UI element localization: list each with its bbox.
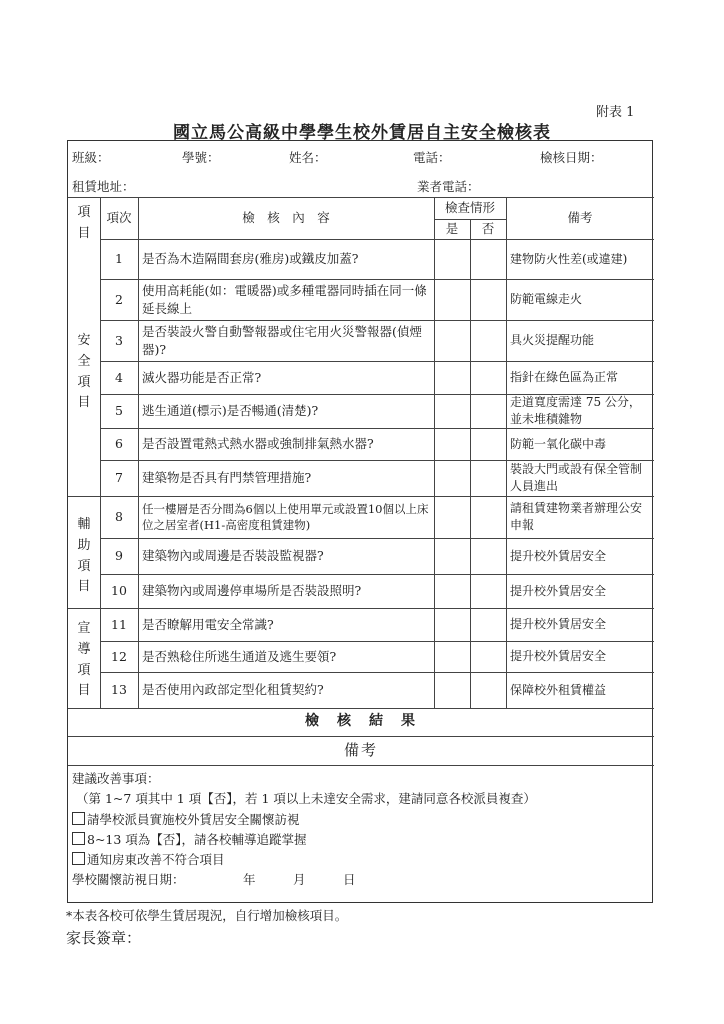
item-remark: 防範一氧化碳中毒: [510, 436, 607, 451]
item-text: 是否為木造隔間套房(雅房)或鐵皮加蓋?: [142, 251, 359, 267]
student-no-label: 學號：: [182, 150, 220, 165]
item-number: 8: [115, 509, 123, 525]
item-number: 10: [111, 583, 127, 599]
item-remark: 請租賃建物業者辦理公安申報: [510, 501, 643, 532]
header-content: 檢 核 內 容: [242, 210, 330, 226]
appendix-label: 附表 1: [596, 105, 635, 120]
category-char: 目: [77, 683, 91, 699]
header-category: [68, 203, 100, 245]
visit-year-label: 年: [243, 872, 256, 887]
item-remark: 保障校外租賃權益: [510, 682, 607, 697]
item-text: 是否熟稔住所逃生通道及逃生要領?: [142, 648, 337, 664]
item-number: 11: [111, 616, 127, 632]
category-char: 項: [77, 558, 91, 574]
option-label: 8~13 項為【否】，請各校輔導追蹤掌握: [87, 832, 307, 847]
header-remarks: 備考: [567, 210, 593, 226]
item-remark: 走道寬度需達 75 公分，並未堆積雜物: [510, 395, 641, 426]
item-number: 13: [111, 682, 127, 698]
item-text: 任一樓層是否分間為6個以上使用單元或設置10個以上床位之居室者(H1-高密度租賃建物): [142, 501, 429, 532]
header-item-no: 項次: [106, 210, 132, 226]
category-char: 助: [77, 537, 91, 553]
suggestion-option: [72, 812, 300, 828]
phone-label: 電話：: [413, 150, 451, 165]
item-remark: 建物防火性差(或違建): [510, 251, 628, 266]
category-char: 宣: [77, 621, 91, 636]
item-text: 是否設置電熱式熱水器或強制排氣熱水器?: [142, 436, 374, 452]
header-check-status: 檢查情形: [444, 200, 495, 216]
item-text: 是否使用內政部定型化租賃契約?: [142, 682, 324, 698]
header-category-line: 目: [77, 225, 91, 241]
item-text: 是否裝設火警自動警報器或住宅用火災警報器(偵煙器)?: [142, 324, 422, 357]
suggestion-option: [72, 832, 307, 848]
item-remark: 提升校外賃居安全: [510, 548, 607, 563]
category-char: 輔: [77, 517, 91, 532]
visit-date-label: 學校關懷訪視日期：: [72, 872, 185, 887]
category-char: 項: [77, 662, 91, 678]
item-text: 滅火器功能是否正常?: [142, 369, 262, 385]
item-remark: 防範電線走火: [510, 292, 583, 307]
item-number: 1: [115, 251, 123, 267]
category-char: 導: [77, 641, 91, 657]
checkbox-followup[interactable]: [72, 832, 85, 845]
category-char: 項: [77, 374, 91, 390]
item-remark: 提升校外賃居安全: [510, 583, 607, 598]
item-text: 使用高耗能(如：電暖器)或多種電器同時插在同一條延長線上: [142, 283, 427, 316]
category-guidance: [68, 619, 100, 702]
category-char: 安: [77, 333, 91, 348]
category-char: 全: [77, 353, 91, 369]
item-text: 建築物內或周邊停車場所是否裝設照明?: [142, 583, 362, 599]
header-no: 否: [481, 221, 495, 237]
visit-month-label: 月: [293, 872, 306, 887]
visit-day-label: 日: [343, 872, 356, 887]
item-remark: 裝設大門或設有保全管制人員進出: [510, 462, 643, 493]
option-label: 請學校派員實施校外賃居安全關懷訪視: [87, 812, 300, 827]
checkbox-notify-landlord[interactable]: [72, 852, 85, 865]
result-remark-heading: 備考: [343, 741, 378, 759]
item-remark: 指針在綠色區為正常: [510, 370, 619, 385]
category-safety: [68, 331, 100, 414]
suggestions-heading: 建議改善事項：: [72, 771, 160, 786]
item-number: 3: [115, 332, 123, 348]
item-number: 9: [115, 548, 123, 564]
header-yes: 是: [445, 221, 459, 237]
result-heading: 檢 核 結 果: [305, 713, 417, 730]
item-remark: 具火災提醒功能: [510, 333, 595, 348]
class-label: 班級：: [72, 150, 110, 165]
suggestions-note: （第 1~7 項其中 1 項【否】，若 1 項以上未達安全需求，建請同意各校派員複查）: [76, 791, 536, 806]
item-text: 建築物內或周邊是否裝設監視器?: [142, 548, 324, 564]
item-number: 6: [115, 436, 123, 452]
item-remark: 提升校外賃居安全: [510, 649, 607, 664]
address-label: 租賃地址：: [72, 179, 135, 194]
checkbox-visit[interactable]: [72, 812, 85, 825]
item-number: 12: [111, 648, 127, 664]
name-label: 姓名：: [289, 150, 327, 165]
checklist-form: [67, 140, 653, 903]
option-label: 通知房東改善不符合項目: [87, 852, 225, 867]
item-number: 5: [115, 403, 123, 419]
landlord-phone-label: 業者電話：: [417, 179, 480, 194]
footnote: *本表各校可依學生賃居現況，自行增加檢核項目。: [66, 908, 348, 923]
item-text: 逃生通道(標示)是否暢通(清楚)?: [142, 403, 319, 419]
suggestion-option: [72, 852, 225, 868]
item-number: 7: [115, 470, 123, 486]
header-category-line: 項: [77, 205, 91, 220]
category-char: 目: [77, 579, 91, 595]
form-title: 國立馬公高級中學學生校外賃居自主安全檢核表: [173, 123, 551, 143]
item-remark: 提升校外賃居安全: [510, 617, 607, 632]
check-date-label: 檢核日期：: [540, 150, 603, 165]
item-number: 2: [115, 291, 123, 307]
item-text: 建築物是否具有門禁管理措施?: [142, 470, 312, 486]
item-text: 是否瞭解用電安全常識?: [142, 616, 274, 632]
category-auxiliary: [68, 515, 100, 598]
item-number: 4: [115, 369, 123, 385]
category-char: 目: [77, 395, 91, 411]
parent-signature-label: 家長簽章：: [66, 929, 142, 947]
